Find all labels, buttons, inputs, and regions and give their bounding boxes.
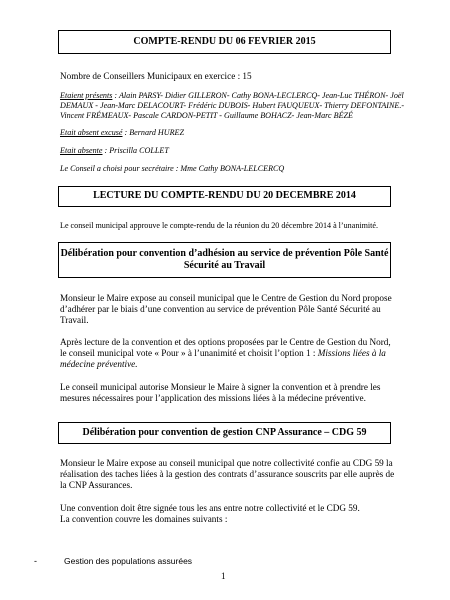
present-line-1	[60, 91, 404, 101]
section3-p2-line2: La convention couvre les domaines suivants :	[60, 514, 228, 524]
section2-vote-text: le conseil municipal vote « Pour » à l’unanimité et choisit l’option 1 :	[60, 348, 318, 358]
page-number: 1	[221, 571, 226, 581]
absent-excused	[60, 128, 184, 138]
section2-p2-line2	[60, 348, 386, 359]
section1-text: Le conseil municipal approuve le compte-rendu de la réunion du 20 décembre 2014 à l’unanimité.	[60, 221, 379, 230]
section2-p1-line2: d’adhérer par le biais d’une convention au service de prévention Pôle Santé Sécurité au	[60, 304, 381, 314]
present-label: Etaient présents	[60, 91, 113, 100]
secretary: Le Conseil a choisi pour secrétaire : Mme Cathy BONA-LELCERCQ	[60, 164, 285, 173]
bullet-marker: -	[34, 556, 37, 566]
absent-label: Etait absente	[60, 146, 103, 155]
council-count: Nombre de Conseillers Municipaux en exercice : 15	[60, 71, 252, 81]
absent-excused-label: Etait absent excusé	[60, 128, 123, 137]
present-line-2: DEMAUX - Jean-Marc DELACOURT- Frédéric DUBOIS- Hubert FAUQUEUX- Thierry DEFONTAINE.-	[60, 101, 405, 110]
bullet-text: Gestion des populations assurées	[64, 556, 193, 566]
section3-title: Délibération pour convention de gestion CNP Assurance – CDG 59	[82, 427, 367, 438]
section2-p2-line1: Après lecture de la convention et des options proposées par le Centre de Gestion du Nord,	[60, 337, 391, 347]
section2-p1-line1: Monsieur le Maire expose au conseil municipal que le Centre de Gestion du Nord propose	[60, 293, 392, 303]
absent-excused-name: : Bernard HUREZ	[122, 128, 185, 137]
section3-p1-line1: Monsieur le Maire expose au conseil municipal que notre collectivité confie au CDG 59 la	[60, 458, 393, 468]
section2-p2-line3: médecine préventive.	[60, 359, 138, 369]
absent	[60, 146, 169, 156]
present-names-1: : Alain PARSY- Didier GILLERON- Cathy BONA-LECLERCQ- Jean-Luc THÉRON- Joël	[112, 91, 404, 100]
document-title: COMPTE-RENDU DU 06 FEVRIER 2015	[133, 36, 316, 47]
section2-option-text: Missions liées à la	[317, 348, 386, 358]
section2-title-1: Délibération pour convention d’adhésion au service de prévention Pôle Santé	[60, 248, 389, 259]
section2-p3-line2: mesures nécessaires pour l’application des missions liées à la médecine préventive.	[60, 393, 366, 403]
section1-title: LECTURE DU COMPTE-RENDU DU 20 DECEMBRE 2014	[93, 190, 356, 201]
section3-p2-line1: Une convention doit être signée tous les ans entre notre collectivité et le CDG 59.	[60, 503, 360, 513]
section2-p3-line1: Le conseil municipal autorise Monsieur le Maire à signer la convention et à prendre les	[60, 382, 381, 392]
present-line-3: Vincent FRÉMEAUX- Pascale CARDON-PETIT - Guillaume BOHACZ- Jean-Marc BÉZÉ	[60, 111, 353, 120]
section3-p1-line2: réalisation des taches liées à la gestion des contrats d’assurance souscrits par elle auprès de	[60, 469, 395, 479]
section3-p1-line3: la CNP Assurances.	[60, 480, 133, 490]
section2-p1-line3: Travail.	[60, 315, 89, 325]
absent-name: : Priscilla COLLET	[102, 146, 169, 155]
section2-title-2: Sécurité au Travail	[183, 260, 266, 271]
